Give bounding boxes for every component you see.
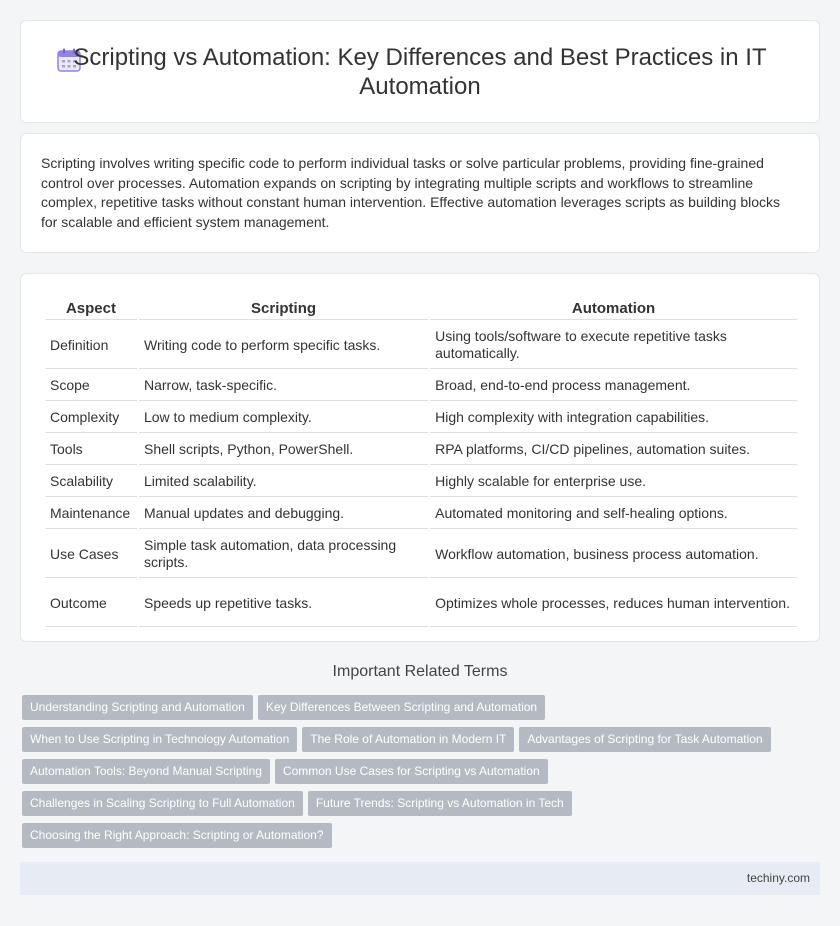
header-scripting: Scripting [139, 298, 428, 320]
cell-aspect: Use Cases [45, 531, 137, 578]
table-row [45, 467, 797, 497]
cell-scripting: Shell scripts, Python, PowerShell. [139, 435, 428, 465]
cell-aspect: Outcome [45, 580, 137, 627]
comparison-table-card [20, 273, 820, 642]
footer [20, 862, 820, 895]
related-terms-title: Important Related Terms [332, 663, 508, 680]
related-terms-list [22, 695, 802, 855]
table-row [45, 371, 797, 401]
cell-aspect: Definition [45, 322, 137, 369]
cell-automation: Workflow automation, business process automation. [430, 531, 797, 578]
title-card [20, 20, 820, 123]
cell-scripting: Narrow, task-specific. [139, 371, 428, 401]
cell-aspect: Maintenance [45, 499, 137, 529]
cell-automation: Using tools/software to execute repetitive tasks automatically. [430, 322, 797, 369]
cell-scripting: Limited scalability. [139, 467, 428, 497]
table-row [45, 435, 797, 465]
cell-aspect: Complexity [45, 403, 137, 433]
cell-automation: RPA platforms, CI/CD pipelines, automation suites. [430, 435, 797, 465]
related-term-tag[interactable]: Choosing the Right Approach: Scripting or Automation? [22, 823, 332, 848]
comparison-table [43, 296, 799, 629]
related-term-tag[interactable]: Understanding Scripting and Automation [22, 695, 253, 720]
related-term-tag[interactable]: Automation Tools: Beyond Manual Scripting [22, 759, 270, 784]
related-term-tag[interactable]: Advantages of Scripting for Task Automation [519, 727, 770, 752]
cell-scripting: Manual updates and debugging. [139, 499, 428, 529]
cell-scripting: Low to medium complexity. [139, 403, 428, 433]
cell-aspect: Scope [45, 371, 137, 401]
related-term-tag[interactable]: Challenges in Scaling Scripting to Full Automation [22, 791, 303, 816]
intro-paragraph: Scripting involves writing specific code to perform individual tasks or solve particular problems, providing fine-grained control over processes. Automation expands on scripting by integrating multiple scripts and workflows to streamline complex, repetitive tasks without constant human intervention. Effective automation leverages scripts as building blocks for scalable and efficient system management. [41, 155, 781, 230]
cell-aspect: Tools [45, 435, 137, 465]
cell-scripting: Simple task automation, data processing scripts. [139, 531, 428, 578]
cell-automation: Optimizes whole processes, reduces human intervention. [430, 580, 797, 627]
page-title: Scripting vs Automation: Key Differences and Best Practices in IT Automation [73, 44, 767, 100]
cell-automation: Automated monitoring and self-healing options. [430, 499, 797, 529]
cell-automation: Broad, end-to-end process management. [430, 371, 797, 401]
table-row [45, 499, 797, 529]
header-aspect: Aspect [45, 298, 137, 320]
related-term-tag[interactable]: Future Trends: Scripting vs Automation in Tech [308, 791, 572, 816]
cell-automation: High complexity with integration capabilities. [430, 403, 797, 433]
cell-scripting: Speeds up repetitive tasks. [139, 580, 428, 627]
cell-aspect: Scalability [45, 467, 137, 497]
footer-site-link[interactable]: techiny.com [746, 871, 810, 885]
related-term-tag[interactable]: When to Use Scripting in Technology Automation [22, 727, 297, 752]
related-term-tag[interactable]: Key Differences Between Scripting and Automation [258, 695, 545, 720]
table-row [45, 531, 797, 578]
related-term-tag[interactable]: Common Use Cases for Scripting vs Automation [275, 759, 548, 784]
table-row [45, 322, 797, 369]
cell-scripting: Writing code to perform specific tasks. [139, 322, 428, 369]
cell-automation: Highly scalable for enterprise use. [430, 467, 797, 497]
related-term-tag[interactable]: The Role of Automation in Modern IT [302, 727, 514, 752]
table-row [45, 403, 797, 433]
table-row [45, 580, 797, 627]
intro-card [20, 133, 820, 253]
header-automation: Automation [430, 298, 797, 320]
table-header-row [45, 298, 797, 320]
